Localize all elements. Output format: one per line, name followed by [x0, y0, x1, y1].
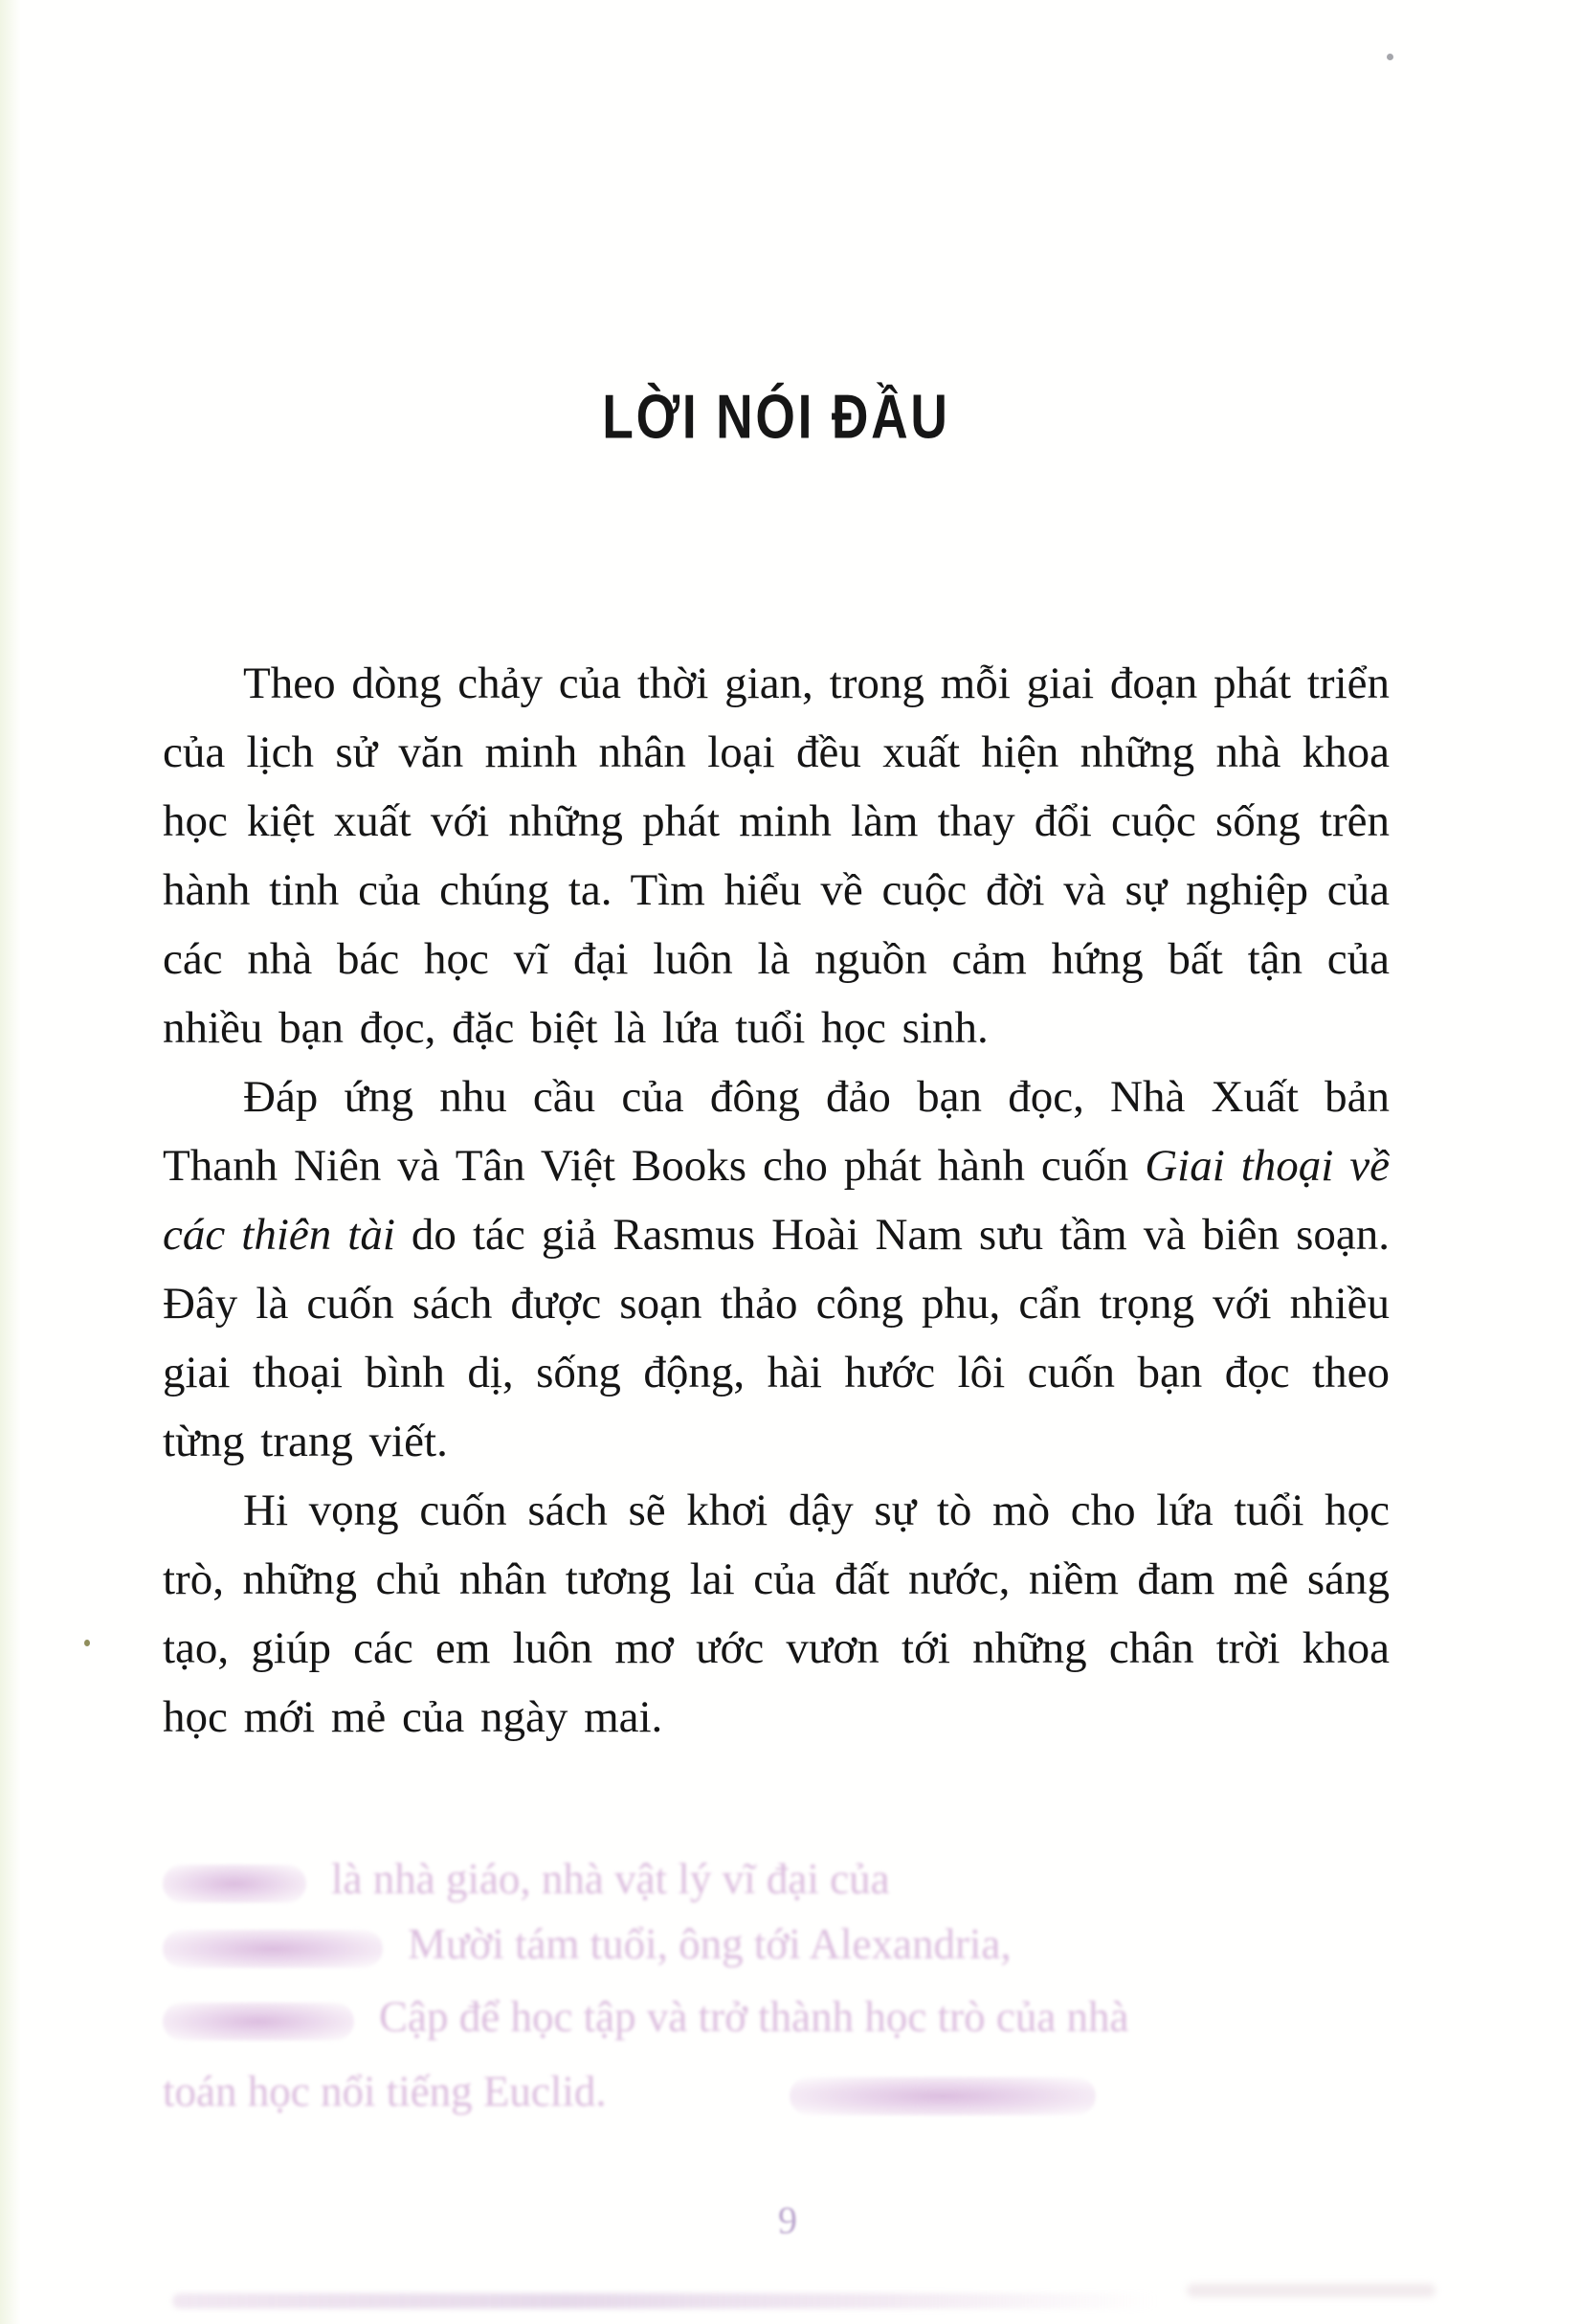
ghost-text-line: [163, 2067, 1560, 2115]
ink-smudge: [163, 1865, 306, 1903]
paragraph-2-text-before: Đáp ứng nhu cầu của đông đảo bạn đọc, Nhà Xuất bản Thanh Niên và Tân Việt Books cho phát hành cuốn: [163, 1072, 1390, 1191]
body-text: [163, 649, 1390, 1752]
scan-speck: [1387, 54, 1393, 60]
paragraph-2-text-after: do tác giả Rasmus Hoài Nam sưu tầm và biên soạn. Đây là cuốn sách được soạn thảo công phu, cẩn trọng với nhiều giai thoại bình dị, sống động, hài hước lôi cuốn bạn đọc theo từng trang viết.: [163, 1210, 1390, 1466]
ghost-text: Mười tám tuổi, ông tới Alexandria,: [408, 1920, 1012, 1968]
scan-smudge-bottom: [172, 2293, 1158, 2309]
ghost-text-line: [163, 1920, 1560, 1968]
page-number: 9: [778, 2199, 797, 2242]
ghost-text-line: [163, 1855, 1560, 1903]
ghost-text: Cập để học tập và trở thành học trò của nhà: [379, 1993, 1129, 2041]
ghost-text: toán học nổi tiếng Euclid.: [163, 2067, 607, 2115]
book-title-italic: Giai thoại về các thiên tài: [163, 1141, 1390, 1260]
paragraph-1: [163, 649, 1390, 1062]
scan-speck: [84, 1640, 90, 1646]
scan-edge-tint: [0, 0, 21, 2324]
ghost-text-line: [163, 1993, 1560, 2041]
paragraph-3: [163, 1476, 1390, 1752]
ghost-text: là nhà giáo, nhà vật lý vĩ đại của: [331, 1855, 890, 1903]
ink-smudge: [163, 2002, 354, 2041]
page-title: LỜI NÓI ĐẦU: [602, 382, 950, 452]
ink-smudge: [163, 1930, 383, 1968]
paragraph-1-text: Theo dòng chảy của thời gian, trong mỗi giai đoạn phát triển của lịch sử văn minh nhân loại đều xuất hiện những nhà khoa học kiệt xuất với những phát minh làm thay đổi cuộc sống trên hành tinh của chúng ta. Tìm hiểu về cuộc đời và sự nghiệp của các nhà bác học vĩ đại luôn là nguồn cảm hứng bất tận của nhiều bạn đọc, đặc biệt là lứa tuổi học sinh.: [163, 659, 1390, 1053]
paragraph-3-text: Hi vọng cuốn sách sẽ khơi dậy sự tò mò cho lứa tuổi học trò, những chủ nhân tương lai của đất nước, niềm đam mê sáng tạo, giúp các em luôn mơ ước vươn tới những chân trời khoa học mới mẻ của ngày mai.: [163, 1486, 1390, 1742]
scan-smudge-bottom: [1187, 2284, 1436, 2297]
ink-smudge: [790, 2077, 1096, 2115]
paragraph-2: [163, 1062, 1390, 1476]
